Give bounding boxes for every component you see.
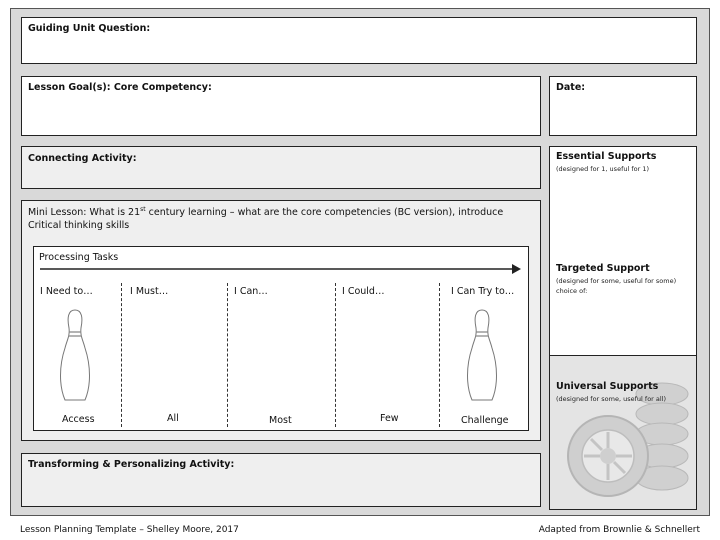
connecting-activity-label: Connecting Activity: <box>28 153 137 164</box>
universal-supports-note: (designed for some, useful for all) <box>556 395 667 403</box>
guiding-question-label: Guiding Unit Question: <box>28 23 151 34</box>
column-divider <box>227 283 228 427</box>
column-divider <box>439 283 440 427</box>
universal-supports-label: Universal Supports <box>556 381 659 392</box>
targeted-support-note: (designed for some, useful for some) <box>556 277 677 285</box>
tires-icon <box>550 356 696 506</box>
bottom-label-all: All <box>167 413 179 424</box>
transforming-activity-label: Transforming & Personalizing Activity: <box>28 459 235 470</box>
footer-credit-right: Adapted from Brownlie & Schnellert <box>538 525 700 535</box>
essential-supports-label: Essential Supports <box>556 151 657 162</box>
bottom-label-most: Most <box>269 415 292 426</box>
mini-lesson-sup: st <box>140 206 146 213</box>
bottom-label-access: Access <box>62 414 95 425</box>
column-header-must: I Must… <box>130 286 169 297</box>
mini-lesson-text-a: What is 21 <box>89 207 141 219</box>
mini-lesson-text-b: century learning – what are the core competencies (BC version), introduce <box>145 207 504 219</box>
lesson-goal-box[interactable] <box>21 76 541 136</box>
progression-arrow-icon <box>40 262 522 276</box>
targeted-support-choice: choice of: <box>556 287 588 295</box>
column-header-try: I Can Try to… <box>451 286 515 297</box>
universal-supports-area[interactable] <box>549 356 697 510</box>
mini-lesson-line1 <box>28 206 503 218</box>
transforming-activity-box[interactable] <box>21 453 541 507</box>
bowling-pin-icon <box>462 308 502 402</box>
column-header-could: I Could… <box>342 286 385 297</box>
column-divider <box>121 283 122 427</box>
mini-lesson-label: Mini Lesson: <box>28 207 87 219</box>
bowling-pin-icon <box>55 308 95 402</box>
processing-tasks-label: Processing Tasks <box>39 252 119 263</box>
lesson-goal-label: Lesson Goal(s): Core Competency: <box>28 82 212 93</box>
bottom-label-challenge: Challenge <box>461 415 509 426</box>
essential-supports-note: (designed for 1, useful for 1) <box>556 165 650 173</box>
connecting-activity-box[interactable] <box>21 146 541 189</box>
bottom-label-few: Few <box>380 413 399 424</box>
column-header-can: I Can… <box>234 286 268 297</box>
footer-credit-left: Lesson Planning Template – Shelley Moore, 2017 <box>20 525 239 535</box>
guiding-question-box[interactable] <box>21 17 697 64</box>
date-box[interactable] <box>549 76 697 136</box>
date-label: Date: <box>556 82 586 93</box>
column-divider <box>335 283 336 427</box>
supports-column <box>549 146 697 356</box>
column-header-need: I Need to… <box>40 286 93 297</box>
mini-lesson-line2: Critical thinking skills <box>28 220 130 231</box>
targeted-support-label: Targeted Support <box>556 263 650 274</box>
